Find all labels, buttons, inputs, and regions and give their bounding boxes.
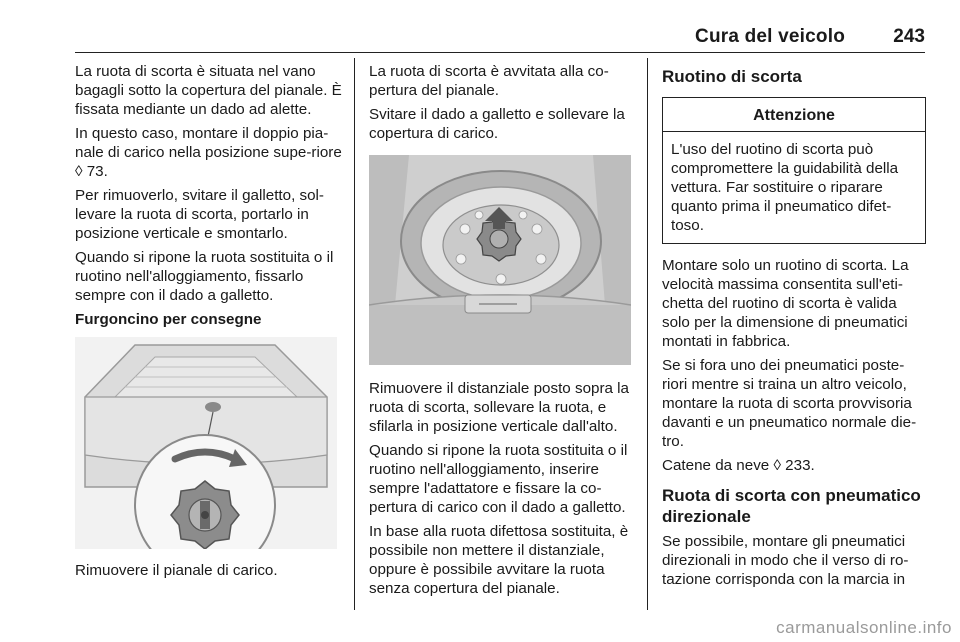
warning-title: Attenzione	[663, 98, 925, 132]
paragraph: In questo caso, montare il doppio pia-nale di carico nella posizione supe-riore ◊ 73.	[75, 125, 342, 180]
column-3	[662, 66, 926, 594]
paragraph: La ruota di scorta è avvitata alla co-pertura del pianale.	[369, 63, 609, 99]
section-title: Ruota di scorta con pneumatico direzionale	[662, 486, 921, 526]
paragraph: Per rimuoverlo, svitare il galletto, sol-levare la ruota di scorta, portarlo in posizione verticale e smontarlo.	[75, 187, 324, 242]
header-divider	[75, 52, 925, 53]
section-title: Ruotino di scorta	[662, 67, 802, 86]
paragraph: Quando si ripone la ruota sostituita o il ruotino nell'alloggiamento, inserire sempre l'adattatore e fissare la co-pertura di carico con il dado a galletto.	[369, 442, 628, 516]
paragraph: Rimuovere il distanziale posto sopra la ruota di scorta, sollevare la ruota, e sfilarla in posizione verticale dall'alto.	[369, 380, 630, 435]
page-number: 243	[893, 26, 925, 47]
column-1	[75, 62, 343, 585]
paragraph: In base alla ruota difettosa sostituita, è possibile non mettere il distanziale, oppure è possibile avvitare la ruota senza copertura del pianale.	[369, 523, 629, 597]
paragraph: Se si fora uno dei pneumatici poste-riori mentre si traina un altro veicolo, montare la ruota di scorta provvisoria davanti e un pneumatico normale die-tro.	[662, 357, 917, 450]
paragraph: La ruota di scorta è situata nel vano bagagli sotto la copertura del pianale. È fissata mediante un dado ad alette.	[75, 63, 342, 118]
warning-text: L'uso del ruotino di scorta può compromettere la guidabilità della vettura. Far sostituire o riparare quanto prima il pneumatico difet-toso.	[671, 141, 899, 234]
illustration-van-load-floor	[75, 337, 337, 549]
column-2	[369, 62, 633, 603]
column-divider-2	[647, 58, 648, 610]
figure-caption: Rimuovere il pianale di carico.	[75, 562, 278, 579]
page-header	[75, 26, 925, 54]
paragraph: Svitare il dado a galletto e sollevare la copertura di carico.	[369, 106, 625, 142]
paragraph: Catene da neve ◊ 233.	[662, 457, 815, 474]
paragraph: Quando si ripone la ruota sostituita o il ruotino nell'alloggiamento, fissarlo sempre con il dado a galletto.	[75, 249, 334, 304]
column-divider-1	[354, 58, 355, 610]
chapter-title: Cura del veicolo	[695, 26, 845, 47]
illustration-spare-wheel-well	[369, 155, 631, 365]
watermark: carmanualsonline.info	[776, 618, 952, 637]
paragraph: Montare solo un ruotino di scorta. La velocità massima consentita sull'eti-chetta del ruotino di scorta è valida solo per la dimensione di pneumatici montati in fabbrica.	[662, 257, 909, 350]
subheading: Furgoncino per consegne	[75, 311, 262, 328]
paragraph: Se possibile, montare gli pneumatici direzionali in modo che il verso di ro-tazione corrisponda con la marcia in	[662, 533, 909, 588]
warning-box	[662, 97, 926, 244]
